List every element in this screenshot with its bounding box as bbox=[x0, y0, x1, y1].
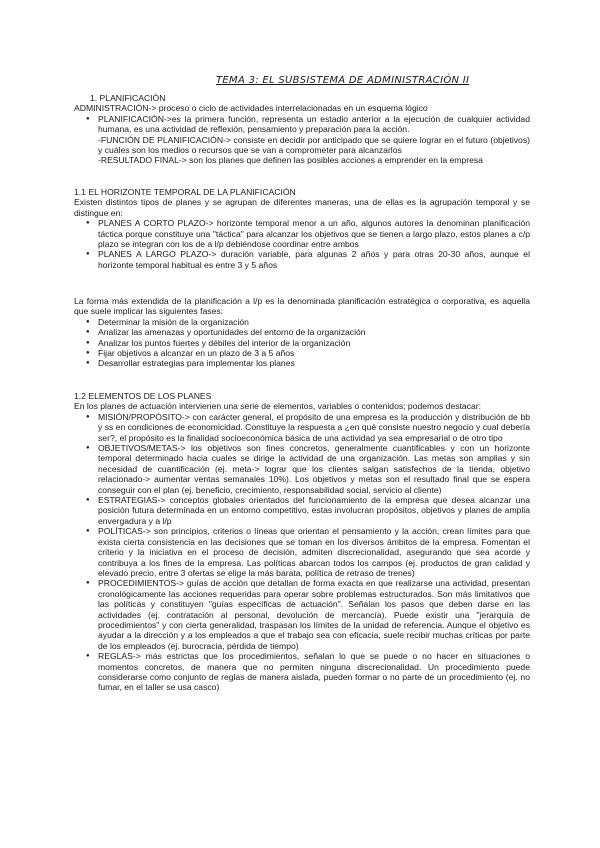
sub-item: -RESULTADO FINAL-> son los planes que definen las posibles acciones a emprender en la empresa bbox=[98, 155, 483, 166]
section-heading: 1.2 ELEMENTOS DE LOS PLANES bbox=[74, 391, 212, 401]
section-horizonte-temporal bbox=[74, 187, 530, 270]
bullet-item: ● PLANES A LARGO PLAZO-> duración variable, para algunas 2 años y para otras 20-30 años, aunque el horizonte temporal habitual es entre 3 y 5 años bbox=[74, 249, 530, 270]
bullet-item: ● MISIÓN/PROPÓSITO-> con carácter general, el propósito de una empresa es la producción y distribución de bb y ss en condiciones de economicidad. Constituye la respuesta a ¿en qué consiste nuestro negocio y cual debería ser?, el propósito es la finalidad socioeconómica básica de una actividad ya sea empresarial o de otro tipo bbox=[74, 412, 530, 443]
bullet-item: ● ESTRATEGIAS-> conceptos globales orientados del funcionamiento de la empresa que desea alcanzar una posición futura determinada en un entorno competitivo, estas involucran propósitos, objetivos y planes de amplia envergadura y a l/p bbox=[74, 495, 530, 526]
bullet-item: ● Desarrollar estrategias para implementar los planes bbox=[74, 358, 530, 368]
section-planificacion-estrategica bbox=[74, 296, 530, 369]
section-heading: 1.1 EL HORIZONTE TEMPORAL DE LA PLANIFICACIÓN bbox=[74, 187, 296, 197]
bullet-item: ● Determinar la misión de la organización bbox=[74, 317, 530, 327]
bullet-item: ● PROCEDIMIENTOS-> guías de acción que detallan de forma exacta en que realizarse una actividad, presentan cronológicamente las acciones requeridas para operar sobre problemas estructurados. Son más limitativos que las políticas y constituyen "guías específicas de actuación". Señalan los pasos que deben darse en las actividades (ej. contratación al personal, devolución de mercancía). Puede existir una "jerarquía de procedimientos" y con cierta generalidad, traspasan los límites de la unidad de referencia. Aunque el objetivo es ayudar a la dirección y a los empleados a que el trabajo sea con eficacia, suele recibir muchas críticas por parte de los empleados (ej. burocracia, pérdida de tiempo) bbox=[74, 578, 530, 651]
paragraph: En los planes de actuación intervienen una serie de elementos, variables o contenidos; podemos destacar: bbox=[74, 401, 482, 412]
bullet-item: ● Analizar las amenazas y oportunidades del entorno de la organización bbox=[74, 327, 530, 337]
section-elementos bbox=[74, 391, 530, 693]
paragraph: ADMINISTRACIÓN-> proceso o ciclo de actividades interrelacionadas en un esquema lógico bbox=[74, 103, 428, 114]
section-heading: 1. PLANIFICACIÓN bbox=[90, 93, 166, 103]
paragraph: La forma más extendida de la planificación a l/p es la denominada planificación estratégica o corporativa, es aquella que suele implicar las siguientes fases: bbox=[74, 296, 530, 317]
bullet-item: ● OBJETIVOS/METAS-> los objetivos son fines concretos, generalmente cuantificables y con un horizonte temporal determinado hacia cuales se dirige la actividad de una organización. Las metas son amplias y sin necesidad de cuantificación (ej. meta-> lograr que los clientes salgan satisfechos de la tienda, objetivo relacionado-> aumentar ventas semanales 10%). Los objetivos y metas son el resultado final que se espera conseguir con el plan (ej. beneficio, crecimiento, responsabilidad social, servicio al cliente) bbox=[74, 443, 530, 495]
bullet-item: ● Fijar objetivos a alcanzar en un plazo de 3 a 5 años bbox=[74, 348, 530, 358]
bullet-item: ● REGLAS-> más estrictas que los procedimientos, señalan lo que se puede o no hacer en situaciones o momentos concretos, de manera que no permiten ninguna discrecionalidad. Un procedimiento puede considerarse como conjunto de reglas de manera aislada, pueden formar o no parte de un procedimiento (ej. no fumar, en el taller se usa casco) bbox=[74, 651, 530, 693]
section-planificacion bbox=[74, 93, 530, 166]
bullet-item: ● PLANIFICACIÓN->es la primera función, representa un estadio anterior a la ejecución de cualquier actividad humana, es una actividad de reflexión, pensamiento y preparación para la acción. bbox=[74, 114, 530, 135]
bullet-item: ● POLÍTICAS-> son principios, criterios o líneas que orientan el pensamiento y la acción, crean límites para que exista cierta consistencia en las decisiones que se toman en los diversos ámbitos de la empresa. Fomentan el criterio y la iniciativa en el proceso de decisión, admiten discrecionalidad, asegurando que sea acorde y contribuya a los fines de la empresa. Las políticas abarcan todos los campos (ej. productos de gran calidad y elevado precio, entre 3 ofertas se elige la más barata, política de retraso de trenes) bbox=[74, 526, 530, 578]
paragraph: Existen distintos tipos de planes y se agrupan de diferentes maneras, una de ellas es la agrupación temporal y se distingue en: bbox=[74, 197, 530, 218]
document-title: TEMA 3: EL SUBSISTEMA DE ADMINISTRACIÓN II bbox=[216, 75, 470, 86]
bullet-item: ● Analizar los puntos fuertes y débiles del interior de la organización bbox=[74, 338, 530, 348]
sub-item: -FUNCIÓN DE PLANIFICACIÓN-> consiste en decidir por anticipado que se quiere lograr en el futuro (objetivos) y cuáles son los medios o recursos que se van a comprometer para alcanzarlos bbox=[98, 134, 530, 156]
bullet-item: ● PLANES A CORTO PLAZO-> horizonte temporal menor a un año, algunos autores la denominan planificación táctica porque constituye una "táctica" para alcanzar los objetivos que se tienen a largo plazo, estos planes a c/p plazo se integran con los de a l/p debiéndose coordinar entre ambos bbox=[74, 218, 530, 249]
